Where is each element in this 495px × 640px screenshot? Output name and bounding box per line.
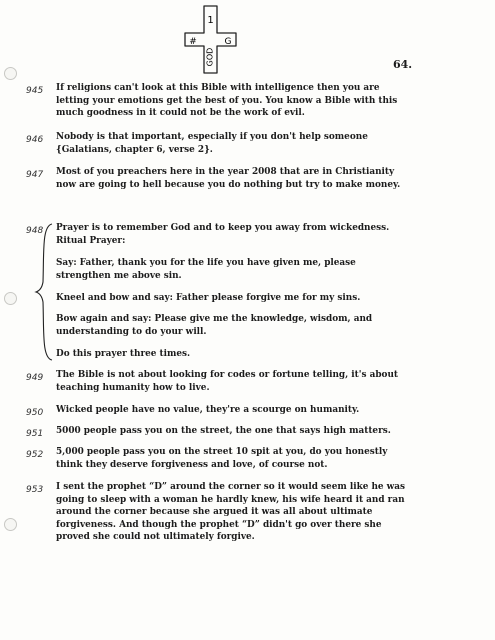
entry-text: Nobody is that important, especially if you don't help someone {Galatians, chapter 6, verse 2}. — [56, 132, 368, 155]
prayer-step-1 — [56, 257, 436, 282]
entry-number: 950 — [26, 408, 44, 418]
entry-text: The Bible is not about looking for codes or fortune telling, it's about teaching humanity how to live. — [56, 370, 398, 393]
cross-stem-label: GOD — [205, 47, 215, 67]
entry-text: Say: Father, thank you for the life you have given me, please strengthen me above sin. — [56, 258, 356, 281]
entry-text: Kneel and bow and say: Father please forgive me for my sins. — [56, 293, 361, 303]
entry-number: 953 — [26, 485, 44, 495]
entry-text: Most of you preachers here in the year 2008 that are in Christianity now are going to hell because you do nothing but try to make money. — [56, 167, 401, 190]
entry-number: 952 — [26, 450, 44, 460]
entry-948 — [56, 222, 436, 247]
entry-number: 948 — [26, 226, 44, 236]
entry-number: 947 — [26, 170, 44, 180]
entry-number: 945 — [26, 86, 44, 96]
prayer-step-4 — [56, 348, 436, 361]
page-number: 64. — [393, 58, 413, 71]
cross-left-label: # — [189, 37, 197, 47]
entry-text: 5,000 people pass you on the street 10 spit at you, do you honestly think they deserve forgiveness and love, of course not. — [56, 447, 388, 470]
entry-947 — [56, 166, 436, 191]
entry-text: 5000 people pass you on the street, the one that says high matters. — [56, 426, 391, 436]
entry-949 — [56, 369, 436, 394]
prayer-step-3 — [56, 313, 436, 338]
entry-number: 951 — [26, 429, 44, 439]
entry-text: Bow again and say: Please give me the knowledge, wisdom, and understanding to do your will. — [56, 314, 373, 337]
entry-text: If religions can't look at this Bible with intelligence then you are letting your emotions get the best of you. You know a Bible with this much goodness in it could not be the work of evil. — [56, 83, 398, 119]
entry-text: Do this prayer three times. — [56, 349, 191, 359]
entry-946 — [56, 131, 436, 156]
prayer-bracket — [34, 222, 54, 362]
entry-number: 946 — [26, 135, 44, 145]
entry-953 — [56, 481, 436, 544]
entry-951 — [56, 425, 436, 438]
entry-950 — [56, 404, 436, 417]
entry-text: Prayer is to remember God and to keep you away from wickedness. Ritual Prayer: — [56, 223, 390, 246]
binder-hole — [4, 292, 17, 305]
binder-hole — [4, 518, 17, 531]
cross-right-label: G — [224, 37, 232, 47]
entry-952 — [56, 446, 436, 471]
binder-hole — [4, 67, 17, 80]
entry-number: 949 — [26, 373, 44, 383]
cross-top-label: 1 — [207, 15, 214, 26]
prayer-step-2 — [56, 292, 436, 305]
cross-drawing — [176, 3, 246, 75]
entry-text: I sent the prophet “D” around the corner so it would seem like he was going to sleep with a woman he hardly knew, his wife heard it and ran around the corner because she argued it was all about ultimate forgiveness. And though the prophet “D” didn't go over there she proved she could not ultimately forgive. — [56, 482, 406, 543]
entry-text: Wicked people have no value, they're a scourge on humanity. — [56, 405, 360, 415]
entry-945 — [56, 82, 436, 120]
